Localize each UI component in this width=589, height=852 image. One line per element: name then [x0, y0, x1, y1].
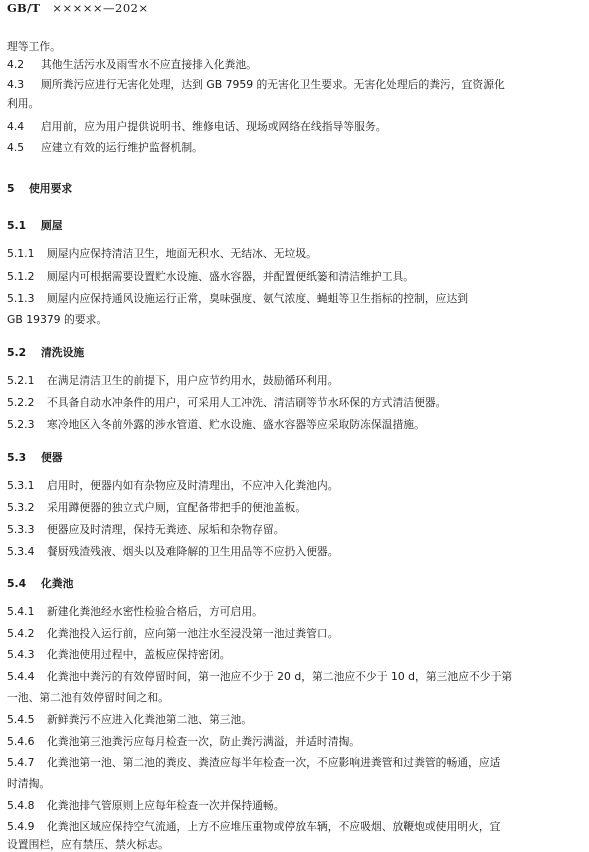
clause-text: 不具备自动水冲条件的用户，可采用人工冲洗、清洁刷等节水环保的方式清洁便器。	[47, 396, 447, 409]
clause-text: 启用前，应为用户提供说明书、维修电话、现场或网络在线指导等服务。	[41, 120, 387, 133]
clause-5-4-8	[7, 799, 581, 813]
clause-5-3-2	[7, 501, 581, 515]
section-title: 厕屋	[41, 219, 63, 232]
clause-number: 5.4.3	[7, 648, 35, 661]
clause-text: 化粪池区域应保持空气流通，上方不应堆压重物或停放车辆，不应吸烟、放鞭炮或使用明火，宜	[47, 820, 501, 833]
text-line: 设置围栏，应有禁压、禁火标志。	[7, 838, 169, 851]
clause-number: 5.2.1	[7, 374, 35, 387]
clause-5-4-9	[7, 820, 581, 834]
clause-5-2-2	[7, 396, 581, 410]
clause-5-4-7	[7, 756, 581, 770]
clause-5-2-1	[7, 374, 581, 388]
section-5-2-heading	[7, 346, 581, 360]
clause-5-1-1	[7, 247, 581, 261]
clause-text: 化粪池中粪污的有效停留时间，第一池应不少于 20 d，第二池应不少于 10 d，第三池应不少于第	[47, 670, 513, 683]
clause-4-3	[7, 78, 581, 92]
clause-number: 5.4.5	[7, 713, 35, 726]
clause-text: 化粪池投入运行前，应向第一池注水至浸没第一池过粪管口。	[47, 627, 339, 640]
clause-5-4-4	[7, 670, 581, 684]
clause-number: 4.4	[7, 120, 25, 133]
clause-number: 5.1.3	[7, 292, 35, 305]
clause-number: 5.2.3	[7, 418, 35, 431]
section-5-3-heading	[7, 451, 581, 465]
clause-text: 新建化粪池经水密性检验合格后，方可启用。	[47, 605, 263, 618]
clause-number: 5.4.8	[7, 799, 35, 812]
clause-text: 化粪池使用过程中，盖板应保持密闭。	[47, 648, 231, 661]
clause-4-4	[7, 120, 581, 134]
section-title: 便器	[41, 451, 63, 464]
clause-number: 5.1.1	[7, 247, 35, 260]
clause-5-4-5	[7, 713, 581, 727]
clause-4-5	[7, 141, 581, 155]
clause-text: 厕屋内应保持清洁卫生，地面无积水、无结冰、无垃圾。	[47, 247, 317, 260]
clause-number: 5.4.9	[7, 820, 35, 833]
clause-text: 便器应及时清理，保持无粪迹、尿垢和杂物存留。	[47, 523, 285, 536]
clause-text: 其他生活污水及雨雪水不应直接排入化粪池。	[41, 58, 257, 71]
section-5-1-heading	[7, 219, 581, 233]
standard-header	[7, 1, 149, 15]
text-line: 时清掏。	[7, 777, 51, 790]
clause-5-3-4	[7, 545, 581, 559]
clause-5-2-3	[7, 418, 581, 432]
clause-number: 5.4.6	[7, 735, 35, 748]
clause-number: 5.3.4	[7, 545, 35, 558]
clause-5-3-1	[7, 479, 581, 493]
section-title: 使用要求	[29, 182, 73, 195]
clause-text: 在满足清洁卫生的前提下，用户应节约用水，鼓励循环利用。	[47, 374, 339, 387]
clause-number: 4.3	[7, 78, 25, 91]
section-title: 清洗设施	[41, 346, 85, 359]
clause-number: 5.4.2	[7, 627, 35, 640]
clause-text: 厕屋内应保持通风设施运行正常，臭味强度、氨气浓度、蝇蛆等卫生指标的控制，应达到	[47, 292, 469, 305]
section-5-4-heading	[7, 577, 581, 591]
clause-text: 化粪池第一池、第二池的粪皮、粪渣应每半年检查一次，不应影响进粪管和过粪管的畅通，应适	[47, 756, 501, 769]
clause-number: 5.3.3	[7, 523, 35, 536]
section-number: 5.1	[7, 219, 27, 232]
clause-number: 5.4.4	[7, 670, 35, 683]
clause-text: 寒冷地区入冬前外露的涉水管道、贮水设施、盛水容器等应采取防冻保温措施。	[47, 418, 425, 431]
clause-5-1-3	[7, 292, 581, 306]
text-line: 理等工作。	[7, 40, 61, 53]
section-number: 5.2	[7, 346, 27, 359]
clause-text: 新鲜粪污不应进入化粪池第二池、第三池。	[47, 713, 253, 726]
clause-text: 餐厨残渣残液、烟头以及难降解的卫生用品等不应扔入便器。	[47, 545, 339, 558]
text-line: 一池、第二池有效停留时间之和。	[7, 691, 169, 704]
section-5-heading	[7, 182, 581, 196]
section-number: 5.3	[7, 451, 27, 464]
clause-number: 5.1.2	[7, 270, 35, 283]
clause-text: 应建立有效的运行维护监督机制。	[41, 141, 203, 154]
standard-code: GB/T	[7, 1, 41, 15]
clause-number: 5.4.7	[7, 756, 35, 769]
standard-number: ×××××—202×	[52, 1, 149, 15]
clause-number: 5.3.1	[7, 479, 35, 492]
clause-number: 5.3.2	[7, 501, 35, 514]
text-line: 利用。	[7, 97, 40, 110]
clause-text: 启用时，便器内如有杂物应及时清理出，不应冲入化粪池内。	[47, 479, 339, 492]
clause-text: 化粪池排气管原则上应每年检查一次并保持通畅。	[47, 799, 285, 812]
section-number: 5	[7, 182, 15, 195]
text-line: GB 19379 的要求。	[7, 313, 108, 326]
section-title: 化粪池	[41, 577, 74, 590]
clause-number: 4.2	[7, 58, 25, 71]
clause-text: 化粪池第三池粪污应每月检查一次，防止粪污满溢，并适时清掏。	[47, 735, 361, 748]
clause-5-4-3	[7, 648, 581, 662]
clause-5-4-2	[7, 627, 581, 641]
clause-text: 厕所粪污应进行无害化处理，达到 GB 7959 的无害化卫生要求。无害化处理后的粪污，宜资源化	[41, 78, 505, 91]
clause-number: 5.4.1	[7, 605, 35, 618]
clause-4-2	[7, 58, 581, 72]
clause-5-4-1	[7, 605, 581, 619]
section-number: 5.4	[7, 577, 27, 590]
clause-number: 4.5	[7, 141, 25, 154]
clause-5-1-2	[7, 270, 581, 284]
clause-text: 采用蹲便器的独立式户厕，宜配备带把手的便池盖板。	[47, 501, 307, 514]
clause-5-4-6	[7, 735, 581, 749]
clause-text: 厕屋内可根据需要设置贮水设施、盛水容器，并配置便纸篓和清洁维护工具。	[47, 270, 415, 283]
clause-5-3-3	[7, 523, 581, 537]
clause-number: 5.2.2	[7, 396, 35, 409]
